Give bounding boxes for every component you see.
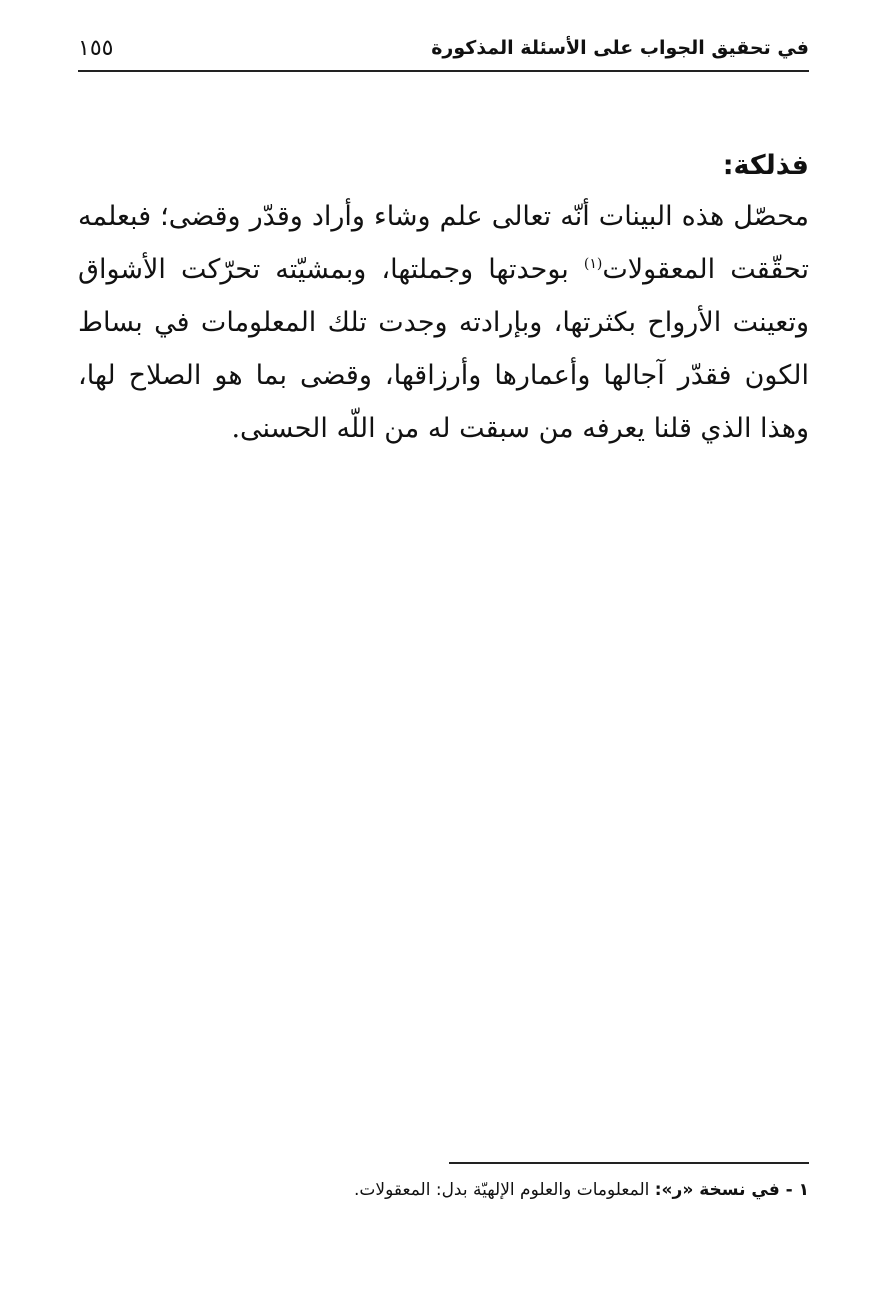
footnote-text: المعلومات والعلوم الإلهيّة بدل: المعقولات. bbox=[354, 1180, 655, 1200]
footnote-label: ١ - في نسخة «ر»: bbox=[654, 1180, 809, 1200]
running-header bbox=[78, 30, 809, 72]
footnote-separator bbox=[449, 1162, 809, 1164]
footnote bbox=[78, 1176, 809, 1204]
paragraph bbox=[78, 190, 809, 455]
paragraph-text-part-2: بوحدتها وجملتها، وبمشيّته تحرّكت الأشواق وتعينت الأرواح بكثرتها، وبإرادته وجدت تلك المعلومات في بساط الكون فقدّر آجالها وأعمارها وأرزاقها، وقضى بما هو الصلاح لها، وهذا الذي قلنا يعرفه من سبقت له من اللّه الحسنى. bbox=[78, 254, 809, 444]
footnote-reference[interactable]: (١) bbox=[583, 256, 603, 272]
main-paragraph bbox=[78, 190, 809, 455]
section-heading: فذلكة: bbox=[722, 150, 809, 181]
running-title: في تحقيق الجواب على الأسئلة المذكورة bbox=[431, 37, 809, 59]
paragraph-text-part-1: محصّل هذه البينات أنّه تعالى علم وشاء وأراد وقدّر وقضى؛ فبعلمه تحقّقت المعقولات bbox=[78, 201, 809, 285]
page-number: ١٥٥ bbox=[78, 35, 114, 61]
